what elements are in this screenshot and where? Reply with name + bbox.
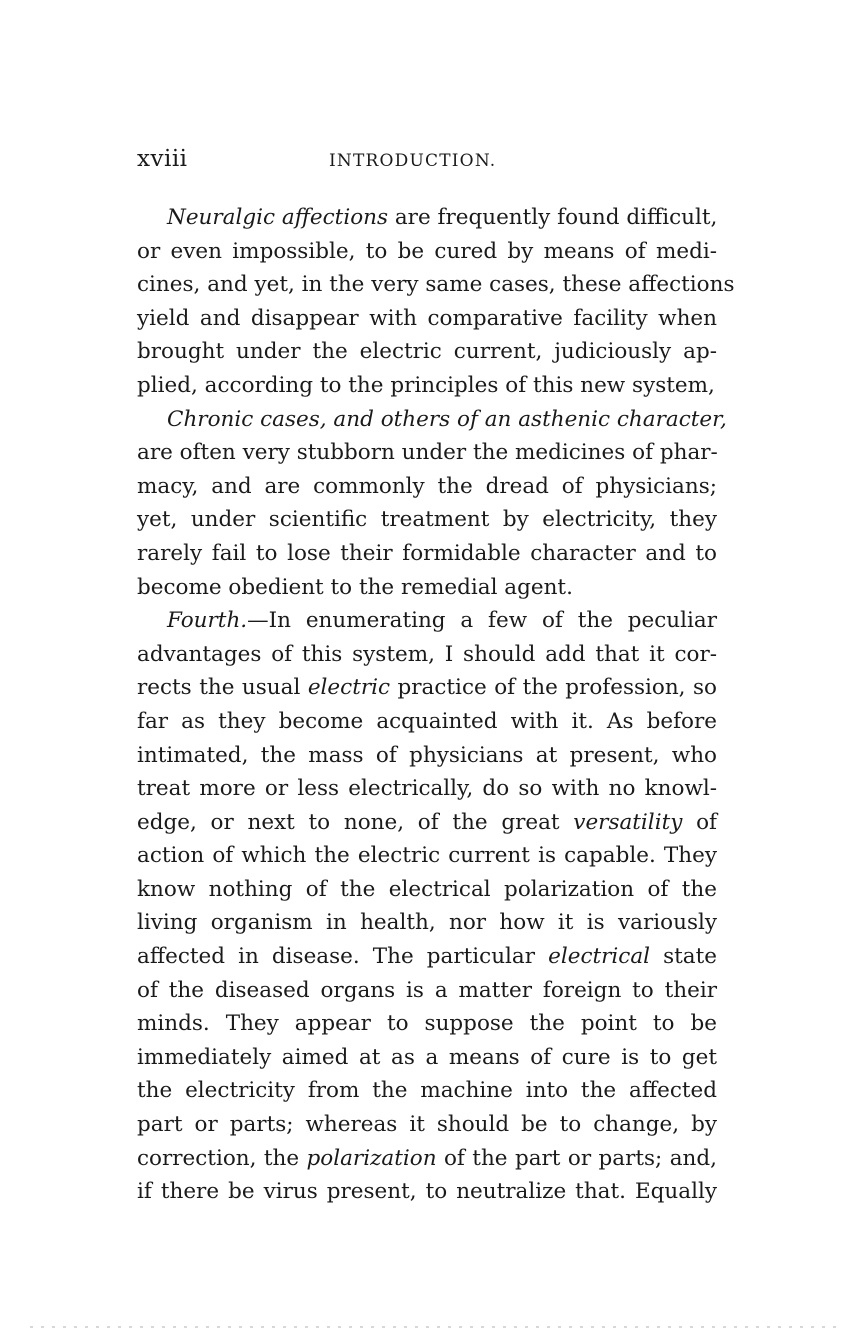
scan-edge-dots <box>30 1326 840 1328</box>
text-line: treat more or less electrically, do so with no knowl- <box>137 776 717 802</box>
text-line: or even impossible, to be cured by means of medi- <box>137 238 717 264</box>
text-line: yet, under scientific treatment by electricity, they <box>137 507 717 533</box>
paragraph-neuralgic <box>137 201 735 403</box>
paragraph-fourth <box>137 604 717 1209</box>
text-line: yield and disappear with comparative facility when <box>137 305 717 331</box>
italic-phrase: electrical <box>548 944 651 970</box>
text-line: living organism in health, nor how it is variously <box>137 910 717 936</box>
text-line: macy, and are commonly the dread of physicians; <box>137 473 717 499</box>
italic-phrase: electric <box>307 675 391 701</box>
running-title: INTRODUCTION. <box>329 151 497 171</box>
text-line: Fourth.—In enumerating a few of the peculiar <box>167 608 717 634</box>
text-line: intimated, the mass of physicians at present, who <box>137 742 717 768</box>
running-head <box>137 146 717 178</box>
text-line: minds. They appear to suppose the point to be <box>137 1011 717 1037</box>
italic-phrase: Chronic cases, and others of an asthenic character, <box>167 406 727 432</box>
text-line: Neuralgic affections are frequently found difficult, <box>167 205 718 230</box>
text-line: know nothing of the electrical polarization of the <box>137 876 717 902</box>
text-line: edge, or next to none, of the great versatility of <box>137 809 717 835</box>
italic-phrase: polarization <box>306 1145 437 1171</box>
text-line: advantages of this system, I should add that it cor- <box>137 641 717 667</box>
text-line: are often very stubborn under the medicines of phar- <box>137 440 718 466</box>
text-line: correction, the polarization of the part or parts; and, <box>137 1145 717 1171</box>
text-line: affected in disease. The particular electrical state <box>137 944 717 970</box>
text-line: of the diseased organs is a matter foreign to their <box>137 977 717 1003</box>
text-line: brought under the electric current, judiciously ap- <box>137 339 717 365</box>
text-line: action of which the electric current is capable. They <box>137 843 717 869</box>
italic-phrase: Neuralgic affections <box>167 205 389 230</box>
text-line: cines, and yet, in the very same cases, these affections <box>137 272 735 298</box>
body-text <box>137 201 735 1209</box>
text-line: far as they become acquainted with it. As before <box>137 708 717 734</box>
text-line: immediately aimed at as a means of cure is to get <box>137 1044 717 1070</box>
text-line: the electricity from the machine into the affected <box>137 1078 717 1104</box>
text-line: rects the usual electric practice of the profession, so <box>137 675 717 701</box>
text-line: rarely fail to lose their formidable character and to <box>137 540 717 566</box>
text-line: become obedient to the remedial agent. <box>137 574 573 600</box>
text-line: part or parts; whereas it should be to change, by <box>137 1112 717 1138</box>
italic-phrase: Fourth. <box>167 608 248 634</box>
page-number: xviii <box>137 146 188 172</box>
text-line: plied, according to the principles of this new system, <box>137 372 715 398</box>
text-line <box>137 403 727 437</box>
paragraph-chronic <box>137 403 727 605</box>
text-line: if there be virus present, to neutralize that. Equally <box>137 1179 717 1205</box>
italic-phrase: versatility <box>573 809 683 835</box>
